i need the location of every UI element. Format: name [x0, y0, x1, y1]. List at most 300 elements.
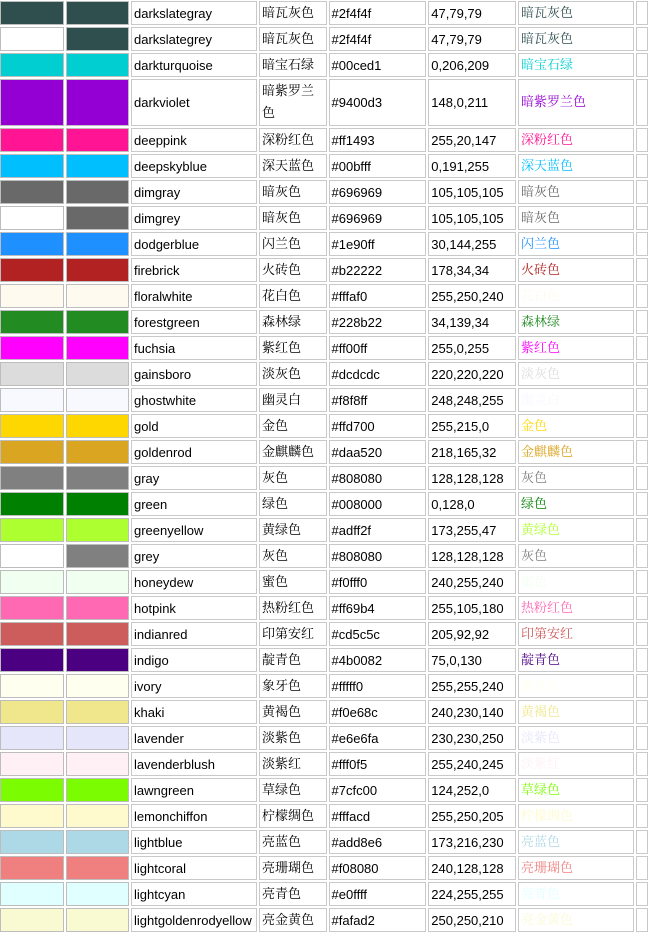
empty-cell: [636, 856, 648, 880]
color-swatch-cell: [66, 180, 130, 204]
table-row: [0, 310, 648, 334]
color-name-cell: ghostwhite: [131, 388, 257, 412]
chinese-name-cell: 象牙色: [259, 674, 327, 698]
hex-value-cell: #daa520: [329, 440, 427, 464]
color-sample-text-cell: 金色: [518, 414, 634, 438]
color-name-cell: lightcyan: [131, 882, 257, 906]
empty-cell: [636, 336, 648, 360]
rgb-value-cell: 124,252,0: [428, 778, 516, 802]
color-swatch-cell: [66, 310, 130, 334]
color-swatch-cell: [66, 570, 130, 594]
color-name-cell: goldenrod: [131, 440, 257, 464]
chinese-name-cell: 印第安红: [259, 622, 327, 646]
table-row: [0, 128, 648, 152]
hex-value-cell: #2f4f4f: [329, 27, 427, 51]
empty-cell: [636, 492, 648, 516]
table-row: [0, 700, 648, 724]
empty-cell: [636, 648, 648, 672]
rgb-value-cell: 75,0,130: [428, 648, 516, 672]
color-sample-text-cell: 森林绿: [518, 310, 634, 334]
table-row: [0, 492, 648, 516]
rgb-value-cell: 0,191,255: [428, 154, 516, 178]
table-row: [0, 778, 648, 802]
empty-cell: [636, 596, 648, 620]
color-sample-text-cell: 深粉红色: [518, 128, 634, 152]
color-swatch-cell: [66, 726, 130, 750]
color-sample-text-cell: 暗灰色: [518, 206, 634, 230]
color-sample-text-cell: 黄褐色: [518, 700, 634, 724]
chinese-name-cell: 亮青色: [259, 882, 327, 906]
hex-value-cell: #dcdcdc: [329, 362, 427, 386]
table-row: [0, 674, 648, 698]
empty-cell: [636, 206, 648, 230]
table-row: [0, 79, 648, 126]
table-row: [0, 804, 648, 828]
color-swatch-cell: [66, 518, 130, 542]
chinese-name-cell: 热粉红色: [259, 596, 327, 620]
color-name-cell: fuchsia: [131, 336, 257, 360]
color-name-cell: grey: [131, 544, 257, 568]
hex-value-cell: #e6e6fa: [329, 726, 427, 750]
hex-value-cell: #008000: [329, 492, 427, 516]
color-swatch-cell: [0, 79, 64, 126]
table-row: [0, 336, 648, 360]
color-name-cell: green: [131, 492, 257, 516]
color-swatch-cell: [0, 362, 64, 386]
color-swatch-cell: [0, 27, 64, 51]
table-row: [0, 648, 648, 672]
color-swatch-cell: [0, 830, 64, 854]
table-row: [0, 908, 648, 932]
color-swatch-cell: [0, 336, 64, 360]
chinese-name-cell: 绿色: [259, 492, 327, 516]
color-sample-text-cell: 暗瓦灰色: [518, 27, 634, 51]
rgb-value-cell: 205,92,92: [428, 622, 516, 646]
chinese-name-cell: 森林绿: [259, 310, 327, 334]
color-name-cell: dodgerblue: [131, 232, 257, 256]
table-row: [0, 388, 648, 412]
rgb-value-cell: 255,250,240: [428, 284, 516, 308]
table-row: [0, 752, 648, 776]
color-swatch-cell: [0, 1, 64, 25]
color-sample-text-cell: 亮珊瑚色: [518, 856, 634, 880]
rgb-value-cell: 255,250,205: [428, 804, 516, 828]
color-swatch-cell: [0, 180, 64, 204]
hex-value-cell: #808080: [329, 466, 427, 490]
hex-value-cell: #f0fff0: [329, 570, 427, 594]
hex-value-cell: #ffd700: [329, 414, 427, 438]
color-swatch-cell: [0, 53, 64, 77]
table-row: [0, 622, 648, 646]
table-row: [0, 284, 648, 308]
color-name-cell: forestgreen: [131, 310, 257, 334]
rgb-value-cell: 47,79,79: [428, 1, 516, 25]
color-swatch-cell: [66, 544, 130, 568]
color-swatch-cell: [66, 128, 130, 152]
color-name-cell: gold: [131, 414, 257, 438]
empty-cell: [636, 232, 648, 256]
rgb-value-cell: 34,139,34: [428, 310, 516, 334]
hex-value-cell: #f8f8ff: [329, 388, 427, 412]
color-sample-text-cell: 火砖色: [518, 258, 634, 282]
color-swatch-cell: [0, 310, 64, 334]
color-swatch-cell: [66, 622, 130, 646]
color-swatch-cell: [66, 492, 130, 516]
empty-cell: [636, 778, 648, 802]
table-row: [0, 53, 648, 77]
color-sample-text-cell: 淡紫色: [518, 726, 634, 750]
chinese-name-cell: 柠檬绸色: [259, 804, 327, 828]
chinese-name-cell: 黄绿色: [259, 518, 327, 542]
color-name-cell: lemonchiffon: [131, 804, 257, 828]
color-swatch-cell: [0, 570, 64, 594]
color-name-cell: darkviolet: [131, 79, 257, 126]
color-swatch-cell: [0, 440, 64, 464]
chinese-name-cell: 暗灰色: [259, 206, 327, 230]
table-row: [0, 544, 648, 568]
color-sample-text-cell: 暗灰色: [518, 180, 634, 204]
hex-value-cell: #f08080: [329, 856, 427, 880]
color-swatch-cell: [0, 518, 64, 542]
color-swatch-cell: [0, 648, 64, 672]
table-row: [0, 1, 648, 25]
table-row: [0, 440, 648, 464]
color-sample-text-cell: 绿色: [518, 492, 634, 516]
color-sample-text-cell: 暗紫罗兰色: [518, 79, 634, 126]
hex-value-cell: #ff69b4: [329, 596, 427, 620]
chinese-name-cell: 灰色: [259, 544, 327, 568]
chinese-name-cell: 暗紫罗兰色: [259, 79, 327, 126]
hex-value-cell: #808080: [329, 544, 427, 568]
chinese-name-cell: 暗瓦灰色: [259, 27, 327, 51]
color-swatch-cell: [66, 414, 130, 438]
color-swatch-cell: [0, 154, 64, 178]
color-name-cell: darkslategray: [131, 1, 257, 25]
chinese-name-cell: 紫红色: [259, 336, 327, 360]
color-swatch-cell: [0, 128, 64, 152]
empty-cell: [636, 180, 648, 204]
color-swatch-cell: [66, 388, 130, 412]
empty-cell: [636, 154, 648, 178]
color-swatch-cell: [0, 284, 64, 308]
color-sample-text-cell: 亮青色: [518, 882, 634, 906]
chinese-name-cell: 暗灰色: [259, 180, 327, 204]
color-swatch-cell: [0, 674, 64, 698]
color-swatch-cell: [0, 232, 64, 256]
empty-cell: [636, 882, 648, 906]
empty-cell: [636, 53, 648, 77]
color-swatch-cell: [66, 674, 130, 698]
chinese-name-cell: 黄褐色: [259, 700, 327, 724]
empty-cell: [636, 570, 648, 594]
hex-value-cell: #b22222: [329, 258, 427, 282]
color-sample-text-cell: 靛青色: [518, 648, 634, 672]
color-swatch-cell: [0, 388, 64, 412]
table-row: [0, 27, 648, 51]
hex-value-cell: #adff2f: [329, 518, 427, 542]
rgb-value-cell: 128,128,128: [428, 544, 516, 568]
rgb-value-cell: 105,105,105: [428, 206, 516, 230]
color-sample-text-cell: 暗宝石绿: [518, 53, 634, 77]
color-sample-text-cell: 象牙色: [518, 674, 634, 698]
chinese-name-cell: 靛青色: [259, 648, 327, 672]
empty-cell: [636, 1, 648, 25]
color-swatch-cell: [0, 908, 64, 932]
empty-cell: [636, 27, 648, 51]
color-name-cell: deeppink: [131, 128, 257, 152]
color-name-cell: honeydew: [131, 570, 257, 594]
color-sample-text-cell: 草绿色: [518, 778, 634, 802]
color-swatch-cell: [0, 856, 64, 880]
chinese-name-cell: 亮蓝色: [259, 830, 327, 854]
rgb-value-cell: 250,250,210: [428, 908, 516, 932]
table-row: [0, 258, 648, 282]
color-swatch-cell: [0, 752, 64, 776]
rgb-value-cell: 0,128,0: [428, 492, 516, 516]
hex-value-cell: #4b0082: [329, 648, 427, 672]
color-name-cell: lightgoldenrodyellow: [131, 908, 257, 932]
color-swatch-cell: [66, 53, 130, 77]
chinese-name-cell: 暗宝石绿: [259, 53, 327, 77]
table-row: [0, 232, 648, 256]
color-sample-text-cell: 亮蓝色: [518, 830, 634, 854]
hex-value-cell: #00ced1: [329, 53, 427, 77]
table-row: [0, 466, 648, 490]
rgb-value-cell: 128,128,128: [428, 466, 516, 490]
empty-cell: [636, 128, 648, 152]
rgb-value-cell: 255,20,147: [428, 128, 516, 152]
hex-value-cell: #ff1493: [329, 128, 427, 152]
color-sample-text-cell: 灰色: [518, 544, 634, 568]
empty-cell: [636, 700, 648, 724]
color-sample-text-cell: 柠檬绸色: [518, 804, 634, 828]
color-swatch-cell: [66, 466, 130, 490]
hex-value-cell: #e0ffff: [329, 882, 427, 906]
table-row: [0, 726, 648, 750]
rgb-value-cell: 220,220,220: [428, 362, 516, 386]
color-sample-text-cell: 紫红色: [518, 336, 634, 360]
empty-cell: [636, 388, 648, 412]
color-swatch-cell: [0, 492, 64, 516]
rgb-value-cell: 240,230,140: [428, 700, 516, 724]
empty-cell: [636, 726, 648, 750]
hex-value-cell: #2f4f4f: [329, 1, 427, 25]
color-swatch-cell: [66, 284, 130, 308]
color-sample-text-cell: 热粉红色: [518, 596, 634, 620]
table-row: [0, 570, 648, 594]
color-sample-text-cell: 灰色: [518, 466, 634, 490]
color-name-cell: darkslategrey: [131, 27, 257, 51]
color-sample-text-cell: 暗瓦灰色: [518, 1, 634, 25]
chinese-name-cell: 蜜色: [259, 570, 327, 594]
color-name-cell: deepskyblue: [131, 154, 257, 178]
rgb-value-cell: 173,216,230: [428, 830, 516, 854]
hex-value-cell: #00bfff: [329, 154, 427, 178]
color-name-cell: lightblue: [131, 830, 257, 854]
rgb-value-cell: 148,0,211: [428, 79, 516, 126]
hex-value-cell: #cd5c5c: [329, 622, 427, 646]
color-table-body: [0, 1, 648, 932]
chinese-name-cell: 金麒麟色: [259, 440, 327, 464]
empty-cell: [636, 544, 648, 568]
color-sample-text-cell: 淡紫红: [518, 752, 634, 776]
rgb-value-cell: 255,255,240: [428, 674, 516, 698]
color-sample-text-cell: 蜜色: [518, 570, 634, 594]
color-name-cell: greenyellow: [131, 518, 257, 542]
hex-value-cell: #fffacd: [329, 804, 427, 828]
color-swatch-cell: [66, 908, 130, 932]
color-swatch-cell: [66, 648, 130, 672]
rgb-value-cell: 240,255,240: [428, 570, 516, 594]
hex-value-cell: #228b22: [329, 310, 427, 334]
color-swatch-cell: [66, 596, 130, 620]
chinese-name-cell: 草绿色: [259, 778, 327, 802]
rgb-value-cell: 47,79,79: [428, 27, 516, 51]
color-swatch-cell: [66, 336, 130, 360]
chinese-name-cell: 亮珊瑚色: [259, 856, 327, 880]
chinese-name-cell: 深天蓝色: [259, 154, 327, 178]
chinese-name-cell: 花白色: [259, 284, 327, 308]
table-row: [0, 206, 648, 230]
color-swatch-cell: [0, 466, 64, 490]
chinese-name-cell: 深粉红色: [259, 128, 327, 152]
chinese-name-cell: 亮金黄色: [259, 908, 327, 932]
hex-value-cell: #9400d3: [329, 79, 427, 126]
chinese-name-cell: 暗瓦灰色: [259, 1, 327, 25]
empty-cell: [636, 830, 648, 854]
color-swatch-cell: [66, 778, 130, 802]
rgb-value-cell: 178,34,34: [428, 258, 516, 282]
table-row: [0, 154, 648, 178]
color-name-cell: lightcoral: [131, 856, 257, 880]
empty-cell: [636, 310, 648, 334]
table-row: [0, 414, 648, 438]
hex-value-cell: #696969: [329, 180, 427, 204]
hex-value-cell: #fafad2: [329, 908, 427, 932]
color-swatch-cell: [66, 440, 130, 464]
rgb-value-cell: 230,230,250: [428, 726, 516, 750]
empty-cell: [636, 518, 648, 542]
table-row: [0, 856, 648, 880]
empty-cell: [636, 466, 648, 490]
rgb-value-cell: 240,128,128: [428, 856, 516, 880]
color-swatch-cell: [0, 882, 64, 906]
color-sample-text-cell: 亮金黄色: [518, 908, 634, 932]
color-swatch-cell: [66, 830, 130, 854]
empty-cell: [636, 622, 648, 646]
empty-cell: [636, 79, 648, 126]
color-swatch-cell: [0, 206, 64, 230]
table-row: [0, 518, 648, 542]
table-row: [0, 882, 648, 906]
color-swatch-cell: [66, 700, 130, 724]
color-swatch-cell: [0, 596, 64, 620]
color-swatch-cell: [0, 544, 64, 568]
rgb-value-cell: 255,105,180: [428, 596, 516, 620]
color-name-cell: ivory: [131, 674, 257, 698]
color-swatch-cell: [66, 752, 130, 776]
table-row: [0, 180, 648, 204]
color-name-cell: dimgrey: [131, 206, 257, 230]
color-name-cell: lavender: [131, 726, 257, 750]
empty-cell: [636, 674, 648, 698]
color-name-cell: khaki: [131, 700, 257, 724]
chinese-name-cell: 金色: [259, 414, 327, 438]
color-sample-text-cell: 金麒麟色: [518, 440, 634, 464]
table-row: [0, 830, 648, 854]
color-swatch-cell: [66, 154, 130, 178]
hex-value-cell: #1e90ff: [329, 232, 427, 256]
table-row: [0, 362, 648, 386]
color-name-cell: firebrick: [131, 258, 257, 282]
color-swatch-cell: [0, 414, 64, 438]
chinese-name-cell: 幽灵白: [259, 388, 327, 412]
color-sample-text-cell: 淡灰色: [518, 362, 634, 386]
empty-cell: [636, 258, 648, 282]
empty-cell: [636, 908, 648, 932]
hex-value-cell: #7cfc00: [329, 778, 427, 802]
color-swatch-cell: [0, 622, 64, 646]
hex-value-cell: #f0e68c: [329, 700, 427, 724]
chinese-name-cell: 闪兰色: [259, 232, 327, 256]
color-name-cell: darkturquoise: [131, 53, 257, 77]
empty-cell: [636, 752, 648, 776]
empty-cell: [636, 804, 648, 828]
hex-value-cell: #add8e6: [329, 830, 427, 854]
empty-cell: [636, 284, 648, 308]
color-sample-text-cell: 幽灵白: [518, 388, 634, 412]
rgb-value-cell: 0,206,209: [428, 53, 516, 77]
rgb-value-cell: 218,165,32: [428, 440, 516, 464]
empty-cell: [636, 440, 648, 464]
color-swatch-cell: [66, 206, 130, 230]
color-swatch-cell: [66, 804, 130, 828]
color-swatch-cell: [0, 700, 64, 724]
rgb-value-cell: 224,255,255: [428, 882, 516, 906]
hex-value-cell: #fff0f5: [329, 752, 427, 776]
hex-value-cell: #ff00ff: [329, 336, 427, 360]
rgb-value-cell: 255,240,245: [428, 752, 516, 776]
color-name-cell: indianred: [131, 622, 257, 646]
empty-cell: [636, 362, 648, 386]
color-name-cell: floralwhite: [131, 284, 257, 308]
rgb-value-cell: 248,248,255: [428, 388, 516, 412]
color-sample-text-cell: 黄绿色: [518, 518, 634, 542]
rgb-value-cell: 105,105,105: [428, 180, 516, 204]
chinese-name-cell: 火砖色: [259, 258, 327, 282]
empty-cell: [636, 414, 648, 438]
color-sample-text-cell: 印第安红: [518, 622, 634, 646]
color-sample-text-cell: 深天蓝色: [518, 154, 634, 178]
rgb-value-cell: 255,215,0: [428, 414, 516, 438]
color-sample-text-cell: 闪兰色: [518, 232, 634, 256]
chinese-name-cell: 淡紫色: [259, 726, 327, 750]
color-swatch-cell: [66, 27, 130, 51]
rgb-value-cell: 30,144,255: [428, 232, 516, 256]
hex-value-cell: #696969: [329, 206, 427, 230]
rgb-value-cell: 173,255,47: [428, 518, 516, 542]
table-row: [0, 596, 648, 620]
color-sample-text-cell: 花白色: [518, 284, 634, 308]
color-name-cell: lavenderblush: [131, 752, 257, 776]
color-swatch-cell: [0, 726, 64, 750]
color-name-cell: gray: [131, 466, 257, 490]
color-name-cell: dimgray: [131, 180, 257, 204]
chinese-name-cell: 灰色: [259, 466, 327, 490]
color-name-cell: indigo: [131, 648, 257, 672]
color-swatch-cell: [66, 258, 130, 282]
color-swatch-cell: [66, 1, 130, 25]
